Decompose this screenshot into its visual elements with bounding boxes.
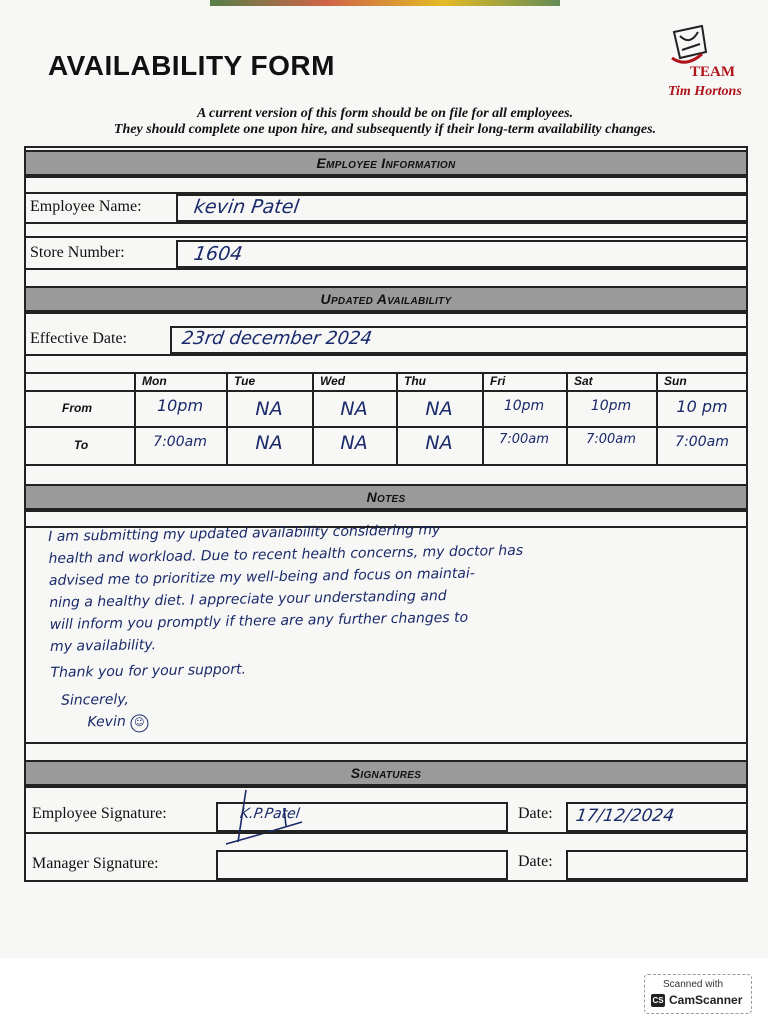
- store-number-field[interactable]: [176, 240, 748, 268]
- row-label-from: From: [62, 401, 92, 415]
- notes-line: ning a healthy diet. I appreciate your understanding and: [49, 588, 447, 611]
- to-tue[interactable]: NA: [255, 432, 283, 454]
- from-mon[interactable]: 10pm: [156, 396, 204, 415]
- camscanner-logo-icon: CS: [652, 996, 664, 1005]
- grid-col-line: [134, 372, 136, 464]
- logo-team-text: TEAM: [690, 64, 735, 80]
- row-label-to: To: [74, 438, 89, 452]
- to-sun[interactable]: 7:00am: [675, 434, 729, 450]
- section-title: Notes: [366, 489, 406, 505]
- notes-line: Sincerely,: [60, 691, 130, 709]
- subtitle-line-2: They should complete one upon hire, and subsequently if their long-term availability changes.: [113, 122, 657, 137]
- from-wed[interactable]: NA: [340, 398, 368, 420]
- rule: [24, 742, 748, 744]
- notes-line: health and workload. Due to recent health concerns, my doctor has: [48, 542, 524, 567]
- day-header-sun: Sun: [664, 374, 687, 388]
- day-header-thu: Thu: [404, 374, 426, 388]
- manager-signature-field[interactable]: [216, 850, 508, 880]
- smiley-icon: ☺: [130, 714, 148, 732]
- notes-line: advised me to prioritize my well-being and focus on maintai-: [48, 565, 476, 589]
- effective-date-value: 23rd december 2024: [180, 328, 374, 349]
- day-header-mon: Mon: [142, 374, 167, 388]
- grid-col-line: [566, 372, 568, 464]
- manager-date-field[interactable]: [566, 850, 748, 880]
- to-mon[interactable]: 7:00am: [153, 434, 207, 450]
- employee-name-value: kevin Patel: [192, 196, 301, 218]
- employee-signature-value: K.P.Patel: [238, 806, 301, 822]
- top-color-strip: [210, 0, 560, 6]
- rule: [24, 510, 748, 512]
- from-thu[interactable]: NA: [425, 398, 453, 420]
- grid-rule: [24, 390, 748, 392]
- section-updated-availability: [24, 286, 748, 312]
- employee-date-label: Date:: [518, 805, 553, 822]
- to-fri[interactable]: 7:00am: [499, 432, 549, 447]
- store-number-label: Store Number:: [30, 244, 125, 261]
- notes-line: will inform you promptly if there are any further changes to: [49, 609, 469, 633]
- from-tue[interactable]: NA: [255, 398, 283, 420]
- day-header-sat: Sat: [574, 374, 593, 388]
- from-fri[interactable]: 10pm: [503, 398, 545, 414]
- employee-signature-label: Employee Signature:: [32, 805, 167, 822]
- logo-brand-text: Tim Hortons: [668, 84, 742, 99]
- grid-col-line: [656, 372, 658, 464]
- camscanner-watermark: [644, 974, 752, 1014]
- section-title: Signatures: [350, 765, 422, 781]
- day-header-tue: Tue: [234, 374, 256, 388]
- notes-line: my availability.: [49, 637, 157, 655]
- rule: [24, 176, 748, 178]
- to-wed[interactable]: NA: [340, 432, 368, 454]
- form-title: AVAILABILITY FORM: [48, 50, 335, 81]
- section-title: Updated Availability: [320, 291, 452, 307]
- employee-date-value: 17/12/2024: [574, 806, 676, 826]
- section-title: Employee Information: [316, 155, 456, 171]
- signature-scribble-icon: [222, 786, 312, 848]
- rule: [24, 268, 748, 270]
- form-subtitle: [30, 106, 740, 138]
- notes-line: Thank you for your support.: [50, 661, 247, 681]
- day-header-wed: Wed: [320, 374, 346, 388]
- notes-text-area[interactable]: [48, 514, 732, 734]
- rule: [24, 236, 748, 238]
- grid-rule: [24, 372, 748, 374]
- section-notes: [24, 484, 748, 510]
- notes-line: I am submitting my updated availability considering my: [48, 522, 441, 545]
- scanner-line-1: Scanned with: [663, 979, 724, 990]
- manager-date-label: Date:: [518, 853, 553, 870]
- notes-signoff: Kevin: [87, 713, 126, 731]
- section-employee-information: [24, 150, 748, 176]
- rule: [24, 786, 748, 788]
- from-sat[interactable]: 10pm: [590, 398, 632, 414]
- subtitle-line-1: A current version of this form should be on file for all employees.: [196, 106, 574, 121]
- day-header-fri: Fri: [490, 374, 506, 388]
- manager-signature-label: Manager Signature:: [32, 855, 159, 872]
- from-sun[interactable]: 10 pm: [676, 397, 728, 416]
- effective-date-label: Effective Date:: [30, 330, 127, 347]
- to-thu[interactable]: NA: [425, 432, 453, 454]
- rule: [24, 312, 748, 314]
- grid-rule: [24, 464, 748, 466]
- scanner-line-2: CamScanner: [669, 993, 743, 1007]
- rule: [24, 354, 748, 356]
- to-sat[interactable]: 7:00am: [586, 432, 636, 447]
- section-signatures: [24, 760, 748, 786]
- employee-name-label: Employee Name:: [30, 198, 142, 215]
- rule: [24, 222, 748, 224]
- grid-rule: [24, 426, 748, 428]
- store-number-value: 1604: [192, 243, 244, 265]
- grid-col-line: [482, 372, 484, 464]
- rule: [24, 832, 748, 834]
